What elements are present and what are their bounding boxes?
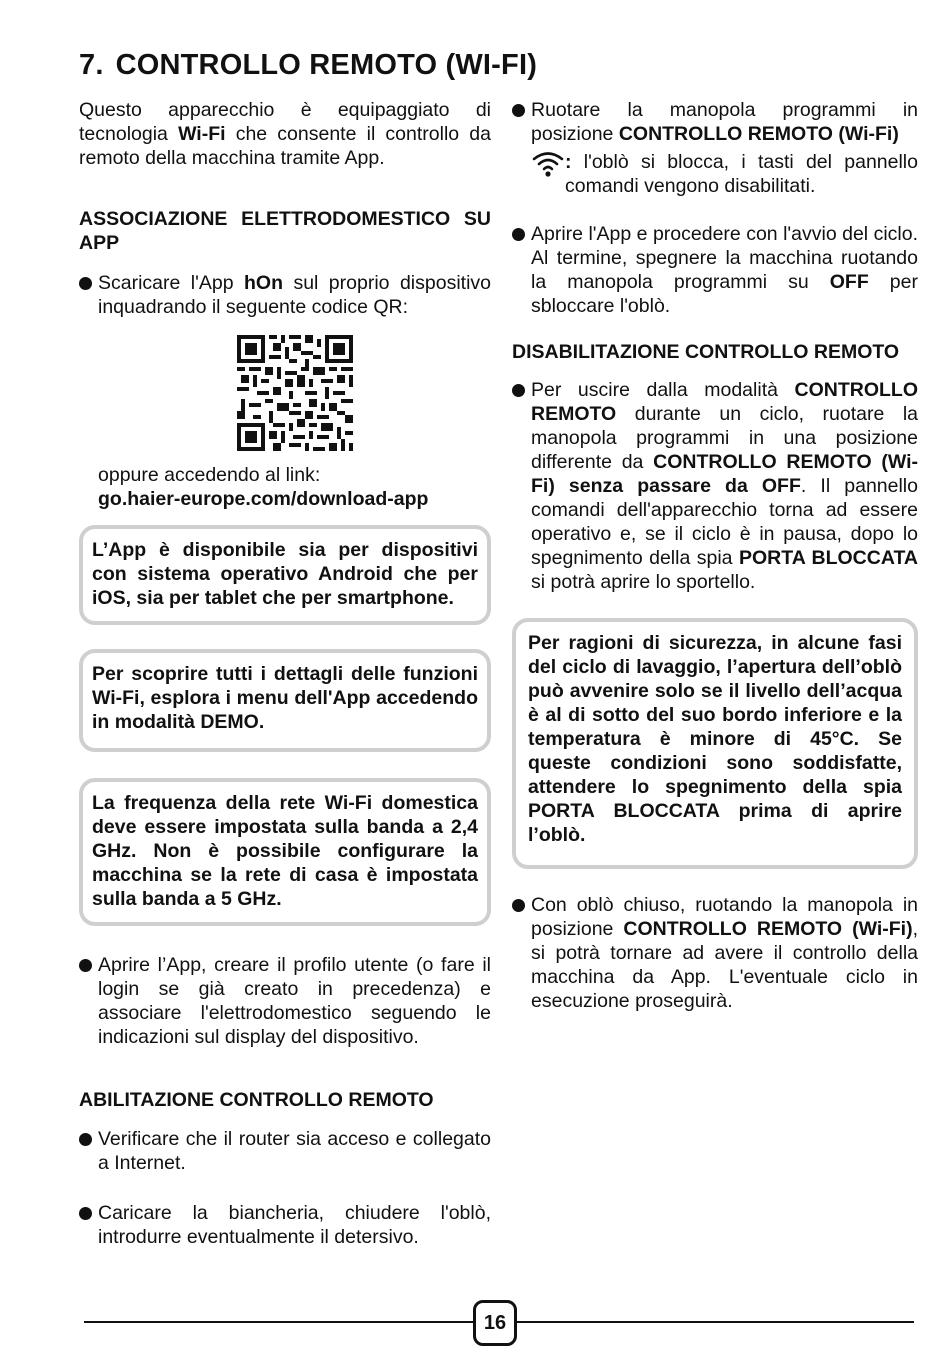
section-title-text: CONTROLLO REMOTO (WI-FI) xyxy=(115,49,538,81)
bullet-dot xyxy=(512,228,525,241)
router-bullet: Verificare che il router sia acceso e collegato a Internet. xyxy=(79,1127,491,1175)
qr-code-image xyxy=(237,335,353,451)
wifi-icon xyxy=(531,150,565,178)
association-heading: ASSOCIAZIONE ELETTRODOMESTICO SU APP xyxy=(79,208,491,254)
download-link[interactable]: go.haier-europe.com/download-app xyxy=(98,488,429,510)
bullet-dot xyxy=(79,1133,92,1146)
disable-remote-heading: DISABILITAZIONE CONTROLLO REMOTO xyxy=(512,341,900,363)
wifi-frequency-note: La frequenza della rete Wi-Fi domestica deve essere impostata sulla banda a 2,4 GHz. Non è possibile configurare la macchina se la rete di casa è impostata sulla banda a 5 GHz. xyxy=(79,778,491,926)
safety-note: Per ragioni di sicurezza, in alcune fasi del ciclo di lavaggio, l’apertura dell’oblò può avvenire solo se il livello dell’acqua è al di sotto del suo bordo inferiore e la temperatura è minore di 45°C. Se queste condizioni sono soddisfatte, attendere lo spegnimento della spia PORTA BLOCCATA prima di aprire l’oblò. xyxy=(512,618,918,869)
resume-control-bullet: Con oblò chiuso, ruotando la manopola in posizione CONTROLLO REMOTO (Wi-Fi), si potrà tornare ad avere il controllo della macchina da App. L'eventuale ciclo in esecuzione proseguirà. xyxy=(512,893,918,1013)
right-column xyxy=(512,98,918,1013)
exit-remote-bullet: Per uscire dalla modalità CONTROLLO REMOTO durante un ciclo, ruotare la manopola programmi in una posizione differente da CONTROLLO REMOTO (Wi-Fi) senza passare da OFF. Il pannello comandi dell'apparecchio torna ad essere operativo e, se il ciclo è in pausa, dopo lo spegnimento della spia PORTA BLOCCATA si potrà aprire lo sportello. xyxy=(512,378,918,594)
demo-mode-note: Per scoprire tutti i dettagli delle funzioni Wi-Fi, esplora i menu dell'App accedendo in modalità DEMO. xyxy=(79,649,491,752)
enable-remote-heading: ABILITAZIONE CONTROLLO REMOTO xyxy=(79,1089,434,1111)
bullet-dot xyxy=(512,104,525,117)
bullet-dot xyxy=(79,1207,92,1220)
bullet-dot xyxy=(79,277,92,290)
section-number: 7. xyxy=(79,49,104,81)
app-availability-note: L’App è disponibile sia per dispositivi con sistema operativo Android che per iOS, sia per tablet che per smartphone. xyxy=(79,525,491,625)
laundry-bullet: Caricare la biancheria, chiudere l'oblò, introdurre eventualmente il detersivo. xyxy=(79,1201,491,1249)
intro-paragraph: Questo apparecchio è equipaggiato di tecnologia Wi-Fi che consente il controllo da remoto della macchina tramite App. xyxy=(79,99,491,169)
open-app-bullet: Aprire l’App, creare il profilo utente (o fare il login se già creato in precedenza) e associare l'elettrodomestico seguendo le indicazioni sul display del dispositivo. xyxy=(79,953,491,1049)
footer-rule-right xyxy=(514,1321,914,1323)
bullet-dot xyxy=(79,959,92,972)
start-cycle-bullet: Aprire l'App e procedere con l'avvio del ciclo. Al termine, spegnere la macchina ruotando la manopola programmi su OFF per sbloccare l'oblò. xyxy=(512,222,918,318)
footer-rule-left xyxy=(84,1321,476,1323)
rotate-knob-bullet: Ruotare la manopola programmi in posizione CONTROLLO REMOTO (Wi-Fi) : l'oblò si blocca, i tasti del pannello comandi vengono disabilitati. xyxy=(512,98,918,198)
link-intro: oppure accedendo al link: xyxy=(98,464,321,486)
page-number: 16 xyxy=(473,1300,517,1346)
section-title xyxy=(79,46,537,84)
bullet-dot xyxy=(512,384,525,397)
bullet-dot xyxy=(512,899,525,912)
download-app-bullet: Scaricare l'App hOn sul proprio dispositivo inquadrando il seguente codice QR: xyxy=(79,271,491,319)
left-column xyxy=(79,98,491,1249)
